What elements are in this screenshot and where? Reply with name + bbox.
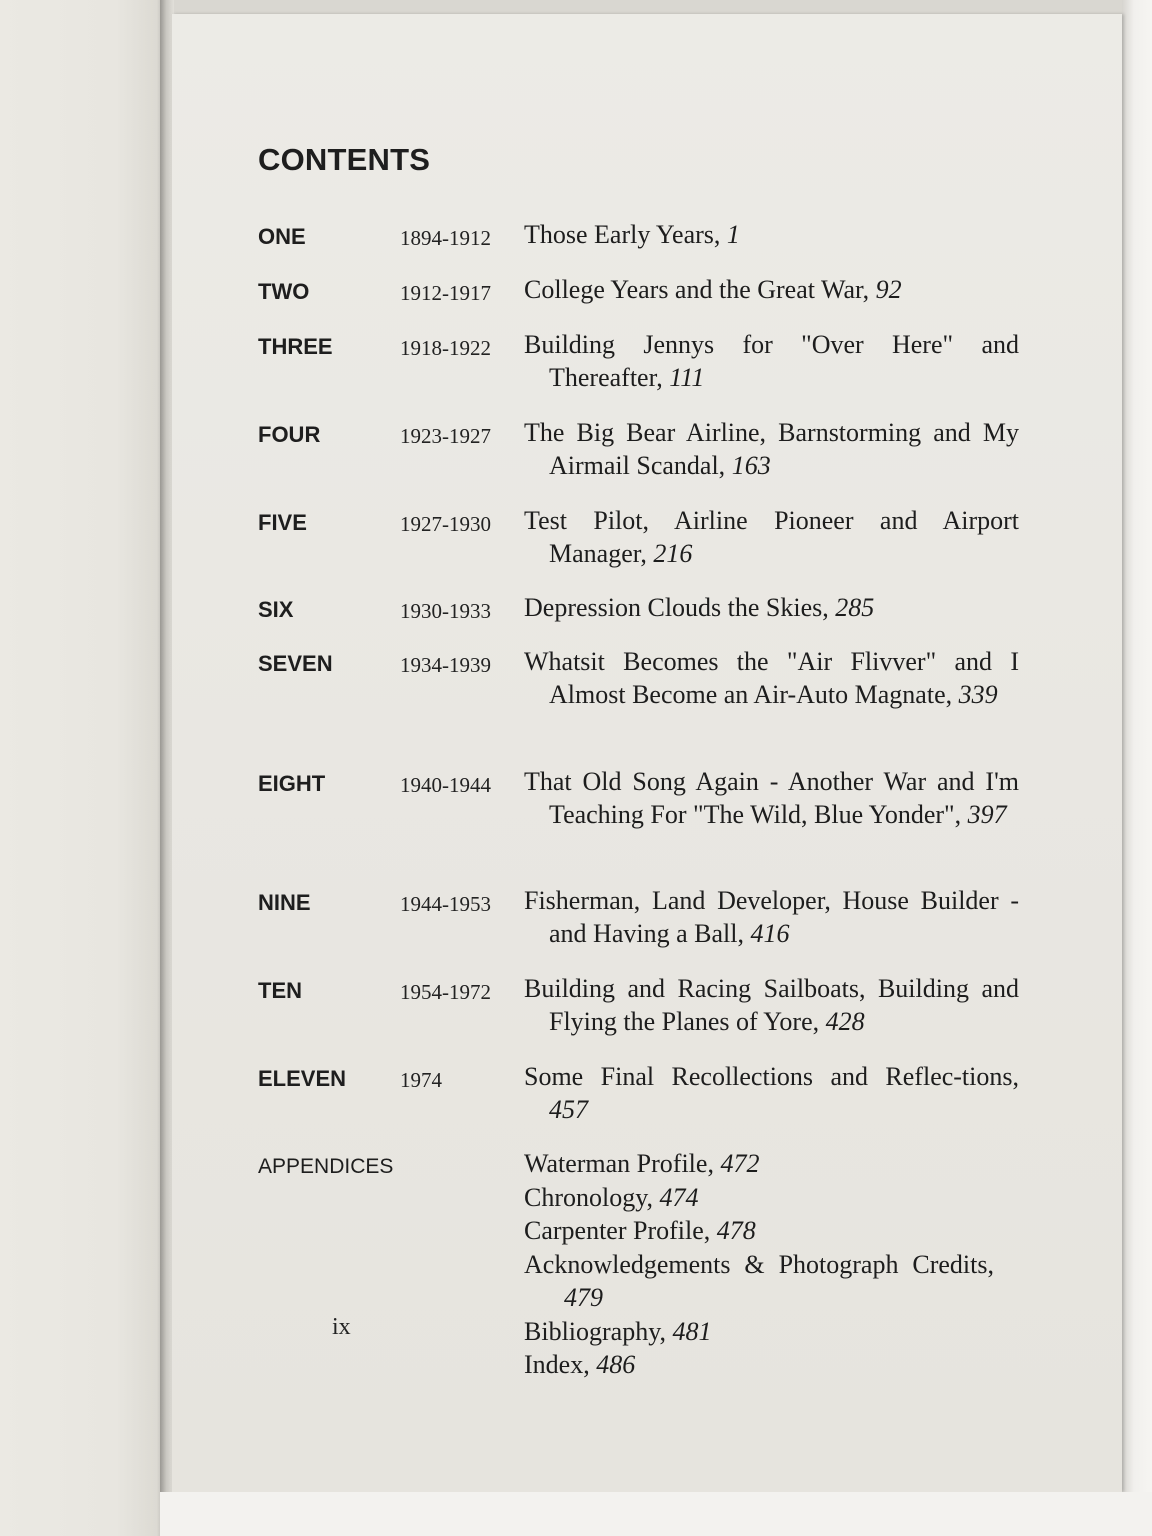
chapter-years: 1912-1917 (400, 281, 491, 305)
chapter-number: SIX (258, 597, 294, 622)
facing-page (0, 0, 165, 1536)
chapter-title-text: That Old Song Again - Another War and I'm Teaching For "The Wild, Blue Yonder", (524, 767, 1019, 829)
page-right-edge (1122, 0, 1152, 1492)
appendix-page-number: 479 (564, 1283, 603, 1312)
page-title: CONTENTS (258, 142, 431, 177)
chapter-years: 1954-1972 (400, 980, 491, 1004)
chapter-number: TEN (258, 978, 302, 1003)
chapter-years: 1918-1922 (400, 336, 491, 360)
chapter-years: 1927-1930 (400, 512, 491, 536)
chapter-title (524, 1060, 1019, 1126)
chapter-years: 1940-1944 (400, 773, 491, 797)
chapter-title (524, 328, 1019, 394)
appendix-item (524, 1214, 994, 1248)
page-bottom-edge (160, 1492, 1152, 1536)
chapter-title-text: Fisherman, Land Developer, House Builder - and Having a Ball, (524, 886, 1019, 948)
chapter-number: THREE (258, 334, 333, 359)
chapter-page-number: 285 (835, 593, 875, 622)
chapter-years: 1930-1933 (400, 599, 491, 623)
chapter-number: FOUR (258, 422, 321, 447)
chapter-page-number: 163 (731, 451, 771, 480)
appendix-item (524, 1348, 994, 1382)
chapter-title (524, 765, 1019, 831)
chapter-page-number: 416 (750, 919, 790, 948)
appendix-page-number: 481 (672, 1316, 712, 1346)
chapter-page-number: 1 (726, 220, 740, 249)
chapter-title-text: Whatsit Becomes the "Air Flivver" and I Almost Become an Air-Auto Magnate, (524, 647, 1019, 709)
chapter-page-number: 216 (653, 539, 693, 568)
chapter-number: SEVEN (258, 651, 333, 676)
chapter-page-number: 111 (669, 363, 705, 392)
chapter-page-number: 457 (549, 1095, 588, 1124)
chapter-title-text: Some Final Recollections and Reflec-tions, (524, 1062, 1019, 1091)
chapter-title (524, 504, 1019, 570)
chapter-title (524, 218, 1019, 251)
appendix-page-number: 474 (659, 1182, 699, 1212)
chapter-title-text: Test Pilot, Airline Pioneer and Airport Manager, (524, 506, 1019, 568)
chapter-title (524, 884, 1019, 950)
appendix-item (524, 1181, 994, 1215)
appendix-page-number: 472 (720, 1149, 760, 1178)
chapter-title-text: The Big Bear Airline, Barnstorming and My Airmail Scandal, (524, 418, 1019, 480)
chapter-number: ELEVEN (258, 1066, 347, 1091)
chapter-title (524, 591, 1019, 624)
appendix-item (524, 1248, 994, 1315)
appendix-title: Waterman Profile, (524, 1149, 714, 1178)
page-top-edge (160, 0, 1152, 14)
appendix-title: Index, (524, 1350, 590, 1379)
chapter-title-text: Depression Clouds the Skies, (524, 593, 829, 622)
appendix-list (524, 1147, 994, 1382)
chapter-years: 1944-1953 (400, 892, 491, 916)
chapter-page-number: 428 (825, 1007, 865, 1036)
appendix-title: Acknowledgements & Photograph Credits, (524, 1249, 994, 1279)
appendix-item (524, 1315, 994, 1349)
chapter-page-number: 92 (875, 275, 902, 304)
chapter-title (524, 273, 1019, 306)
appendices-label: APPENDICES (258, 1155, 394, 1178)
appendix-title: Carpenter Profile, (524, 1216, 711, 1245)
chapter-number: EIGHT (258, 771, 326, 796)
chapter-title-text: Building Jennys for "Over Here" and Thereafter, (524, 330, 1019, 392)
chapter-title (524, 972, 1019, 1038)
chapter-title (524, 416, 1019, 482)
chapter-page-number: 339 (958, 680, 998, 709)
page-folio: ix (332, 1314, 351, 1340)
chapter-title-text: Those Early Years, (524, 220, 721, 249)
chapter-years: 1923-1927 (400, 424, 491, 448)
chapter-years: 1974 (400, 1068, 442, 1092)
chapter-page-number: 397 (967, 800, 1007, 829)
chapter-years: 1894-1912 (400, 226, 491, 250)
chapter-title (524, 645, 1019, 711)
chapter-number: TWO (258, 279, 310, 304)
chapter-number: FIVE (258, 510, 307, 535)
chapter-title-text: College Years and the Great War, (524, 275, 870, 304)
appendix-title: Bibliography, (524, 1316, 667, 1346)
appendix-item (524, 1147, 994, 1181)
chapter-years: 1934-1939 (400, 653, 491, 677)
chapter-number: ONE (258, 224, 306, 249)
appendix-title: Chronology, (524, 1182, 654, 1212)
chapter-title-text: Building and Racing Sailboats, Building and Flying the Planes of Yore, (524, 974, 1019, 1036)
appendix-page-number: 486 (596, 1350, 636, 1379)
chapter-number: NINE (258, 890, 311, 915)
appendix-page-number: 478 (716, 1216, 756, 1245)
